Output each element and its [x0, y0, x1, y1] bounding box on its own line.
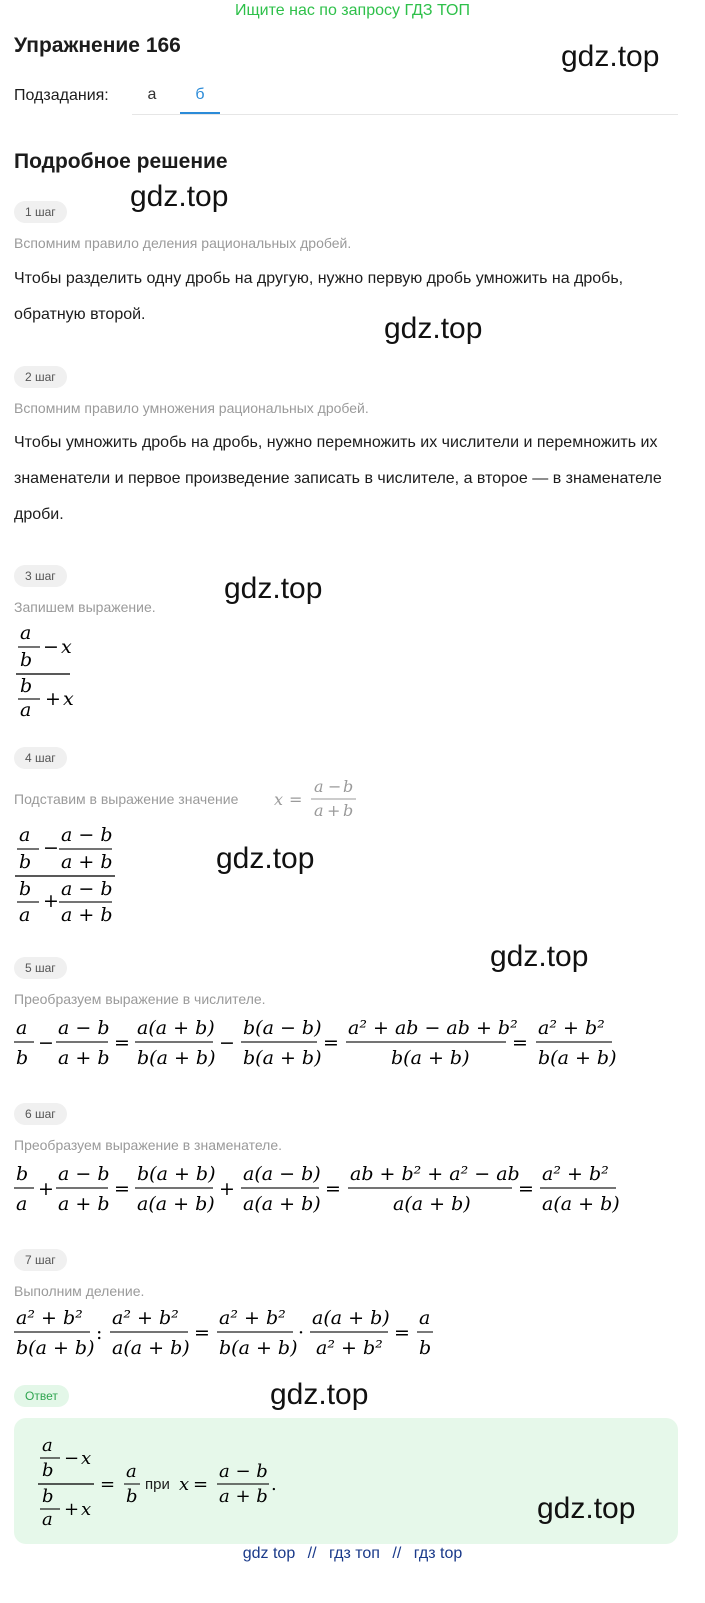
svg-text:b: b — [19, 851, 32, 873]
svg-text:a: a — [419, 1307, 431, 1329]
svg-text:b(a + b): b(a + b) — [219, 1337, 298, 1359]
svg-text:x: x — [81, 1499, 92, 1520]
svg-text:+: + — [327, 801, 341, 820]
svg-text:b: b — [42, 1486, 54, 1507]
svg-text:=: = — [289, 790, 303, 809]
step-badge: 4 шаг — [14, 747, 67, 769]
svg-text:b: b — [16, 1163, 29, 1185]
step-badge: 5 шаг — [14, 957, 67, 979]
subtask-tab-a[interactable]: а — [147, 86, 157, 103]
svg-text:=: = — [193, 1474, 209, 1495]
svg-text:=: = — [512, 1032, 528, 1054]
watermark: gdz.top — [270, 1378, 369, 1411]
denominator-transformation — [12, 1158, 632, 1222]
svg-text:−: − — [328, 777, 342, 796]
svg-text:−: − — [43, 636, 59, 658]
svg-text:b: b — [19, 878, 32, 900]
svg-text:a: a — [42, 1435, 53, 1456]
svg-text:ab + b² + a² − ab: ab + b² + a² − ab — [350, 1163, 520, 1185]
svg-text:a + b: a + b — [61, 851, 113, 873]
svg-text:−: − — [38, 1032, 54, 1054]
svg-text:b(a + b): b(a + b) — [243, 1047, 322, 1069]
math-expression — [12, 820, 122, 930]
subtasks-label: Подзадания: — [14, 87, 109, 104]
svg-text:b: b — [343, 801, 354, 820]
step-badge: 3 шаг — [14, 565, 67, 587]
step-hint: Преобразуем выражение в числителе. — [14, 991, 266, 1007]
step-badge: 6 шаг — [14, 1103, 67, 1125]
footer-link[interactable]: гдз топ — [329, 1545, 380, 1562]
svg-text:a: a — [20, 622, 32, 644]
svg-text:=: = — [114, 1178, 130, 1200]
svg-text:=: = — [325, 1178, 341, 1200]
svg-text:x: x — [274, 790, 284, 809]
svg-text:=: = — [100, 1474, 116, 1495]
substitution-formula — [272, 772, 362, 824]
watermark: gdz.top — [130, 180, 229, 213]
step-hint: Запишем выражение. — [14, 599, 156, 615]
footer-separator: // — [307, 1545, 317, 1562]
svg-text:a + b: a + b — [58, 1047, 110, 1069]
watermark: gdz.top — [216, 842, 315, 875]
subtask-tabs-divider — [132, 114, 678, 115]
svg-text:·: · — [298, 1322, 305, 1344]
svg-text:a² + ab − ab + b²: a² + ab − ab + b² — [348, 1017, 518, 1039]
svg-text:b: b — [42, 1460, 54, 1481]
svg-text:b(a + b): b(a + b) — [391, 1047, 470, 1069]
svg-text:a: a — [16, 1017, 28, 1039]
footer-separator: // — [392, 1545, 402, 1562]
watermark: gdz.top — [537, 1492, 636, 1525]
step-hint: Вспомним правило умножения рациональных дробей. — [14, 400, 369, 416]
subtask-tab-b[interactable]: б — [180, 86, 220, 114]
svg-text:a(a + b): a(a + b) — [393, 1193, 471, 1215]
svg-text:a − b: a − b — [58, 1163, 110, 1185]
svg-text:a(a + b): a(a + b) — [137, 1017, 215, 1039]
step-hint: Вспомним правило деления рациональных дробей. — [14, 235, 352, 251]
svg-text:a: a — [19, 824, 31, 846]
svg-text:a: a — [314, 777, 324, 796]
svg-text:b(a + b): b(a + b) — [16, 1337, 95, 1359]
watermark: gdz.top — [490, 940, 589, 973]
svg-text:=: = — [194, 1322, 210, 1344]
svg-text:b: b — [20, 649, 33, 671]
svg-text:b(a + b): b(a + b) — [137, 1163, 216, 1185]
step-text: Чтобы умножить дробь на дробь, нужно перемножить их числители и перемножить их знаменатели и первое произведение записать в числителе, а второе — в знаменателе дроби. — [14, 434, 662, 523]
top-banner[interactable]: Ищите нас по запросу ГДЗ ТОП — [235, 2, 470, 19]
footer-link[interactable]: гдз top — [413, 1545, 463, 1562]
svg-text:a: a — [20, 699, 32, 720]
footer-links — [0, 1545, 705, 1563]
step-badge: 7 шаг — [14, 1249, 67, 1271]
step-hint: Выполним деление. — [14, 1283, 145, 1299]
svg-text:b: b — [20, 675, 33, 697]
svg-text:+: + — [38, 1178, 54, 1200]
svg-text:a² + b²: a² + b² — [316, 1337, 383, 1359]
svg-text:a: a — [16, 1193, 28, 1215]
svg-text:+: + — [45, 688, 61, 710]
footer-link[interactable]: gdz top — [242, 1545, 296, 1562]
svg-text:a² + b²: a² + b² — [538, 1017, 605, 1039]
svg-text:a² + b²: a² + b² — [219, 1307, 286, 1329]
svg-text:a − b: a − b — [61, 824, 113, 846]
step-text: Чтобы разделить одну дробь на другую, нужно первую дробь умножить на дробь, обратную второй. — [14, 270, 624, 323]
svg-text:a − b: a − b — [61, 878, 113, 900]
svg-text:b: b — [419, 1337, 432, 1359]
math-expression — [12, 616, 92, 720]
svg-text:.: . — [271, 1474, 277, 1495]
svg-text:a − b: a − b — [219, 1461, 268, 1482]
svg-text:a − b: a − b — [58, 1017, 110, 1039]
svg-text:x: x — [179, 1474, 190, 1495]
svg-text:a(a + b): a(a + b) — [542, 1193, 620, 1215]
step-hint: Преобразуем выражение в знаменателе. — [14, 1137, 283, 1153]
svg-text:=: = — [323, 1032, 339, 1054]
svg-text:a + b: a + b — [58, 1193, 110, 1215]
svg-text:b: b — [126, 1486, 138, 1507]
svg-text:a: a — [314, 801, 324, 820]
svg-text:x: x — [63, 688, 74, 710]
svg-text:=: = — [114, 1032, 130, 1054]
svg-text:a(a + b): a(a + b) — [312, 1307, 390, 1329]
svg-text:a(a + b): a(a + b) — [137, 1193, 215, 1215]
numerator-transformation — [12, 1012, 632, 1076]
svg-text:=: = — [518, 1178, 534, 1200]
watermark: gdz.top — [384, 312, 483, 345]
svg-text:x: x — [81, 1448, 92, 1469]
svg-text:−: − — [219, 1032, 235, 1054]
svg-text:b(a − b): b(a − b) — [243, 1017, 322, 1039]
svg-text::: : — [96, 1322, 103, 1344]
svg-text:a(a + b): a(a + b) — [112, 1337, 190, 1359]
svg-text:=: = — [394, 1322, 410, 1344]
page-title: Упражнение 166 — [14, 34, 181, 57]
svg-text:a(a + b): a(a + b) — [243, 1193, 321, 1215]
step-badge: 1 шаг — [14, 201, 67, 223]
svg-text:+: + — [64, 1499, 80, 1520]
watermark: gdz.top — [561, 40, 660, 73]
division-result — [12, 1302, 442, 1366]
watermark: gdz.top — [224, 572, 323, 605]
svg-text:a: a — [19, 904, 31, 926]
answer-badge: Ответ — [14, 1385, 69, 1407]
svg-text:a² + b²: a² + b² — [112, 1307, 179, 1329]
answer-text-pri: при — [145, 1476, 170, 1493]
solution-title: Подробное решение — [14, 150, 228, 173]
svg-text:b(a + b): b(a + b) — [538, 1047, 617, 1069]
step-badge: 2 шаг — [14, 366, 67, 388]
svg-text:a + b: a + b — [219, 1486, 268, 1507]
svg-text:a: a — [42, 1509, 53, 1526]
svg-text:+: + — [43, 890, 59, 912]
svg-text:a² + b²: a² + b² — [16, 1307, 83, 1329]
svg-text:b: b — [16, 1047, 29, 1069]
svg-text:−: − — [64, 1448, 80, 1469]
svg-text:a + b: a + b — [61, 904, 113, 926]
svg-text:a(a − b): a(a − b) — [243, 1163, 321, 1185]
step-hint: Подставим в выражение значение — [14, 791, 239, 807]
svg-text:−: − — [43, 837, 59, 859]
svg-text:b: b — [343, 777, 354, 796]
svg-text:a² + b²: a² + b² — [542, 1163, 609, 1185]
svg-text:+: + — [219, 1178, 235, 1200]
svg-text:x: x — [61, 636, 72, 658]
svg-text:b(a + b): b(a + b) — [137, 1047, 216, 1069]
svg-text:a: a — [126, 1461, 137, 1482]
